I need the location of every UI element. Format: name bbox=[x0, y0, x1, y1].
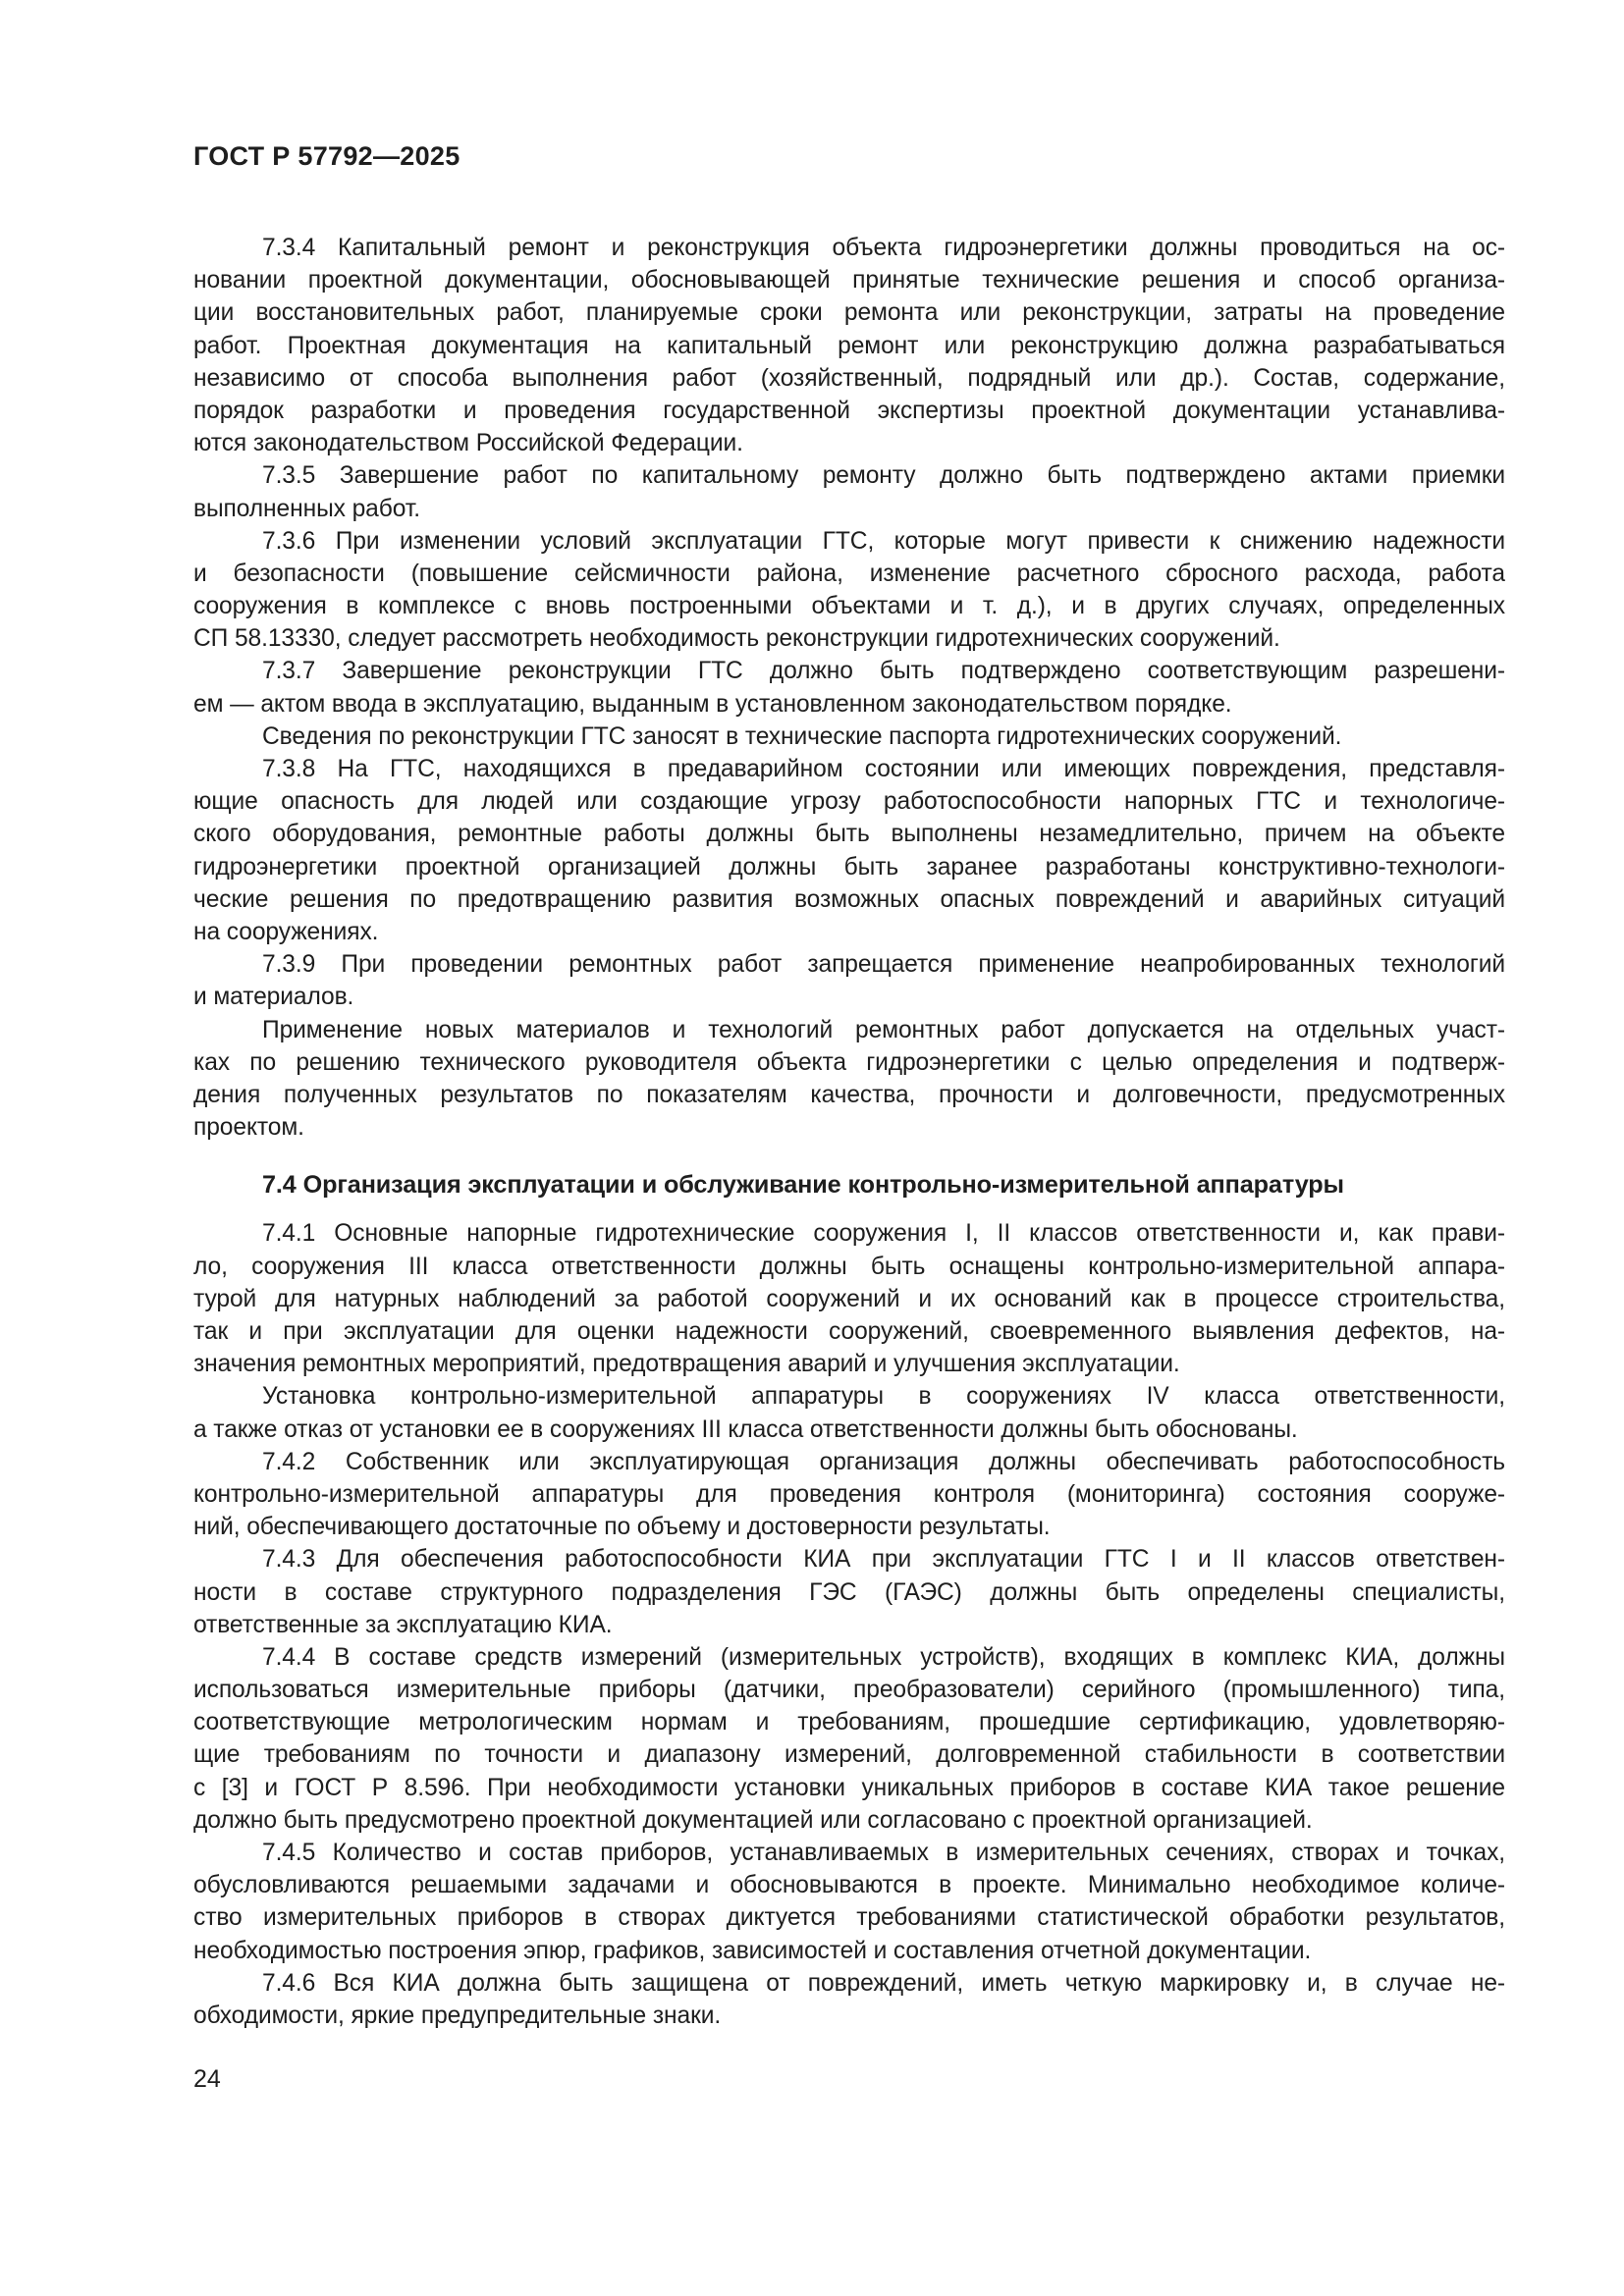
paragraph-line: ответственные за эксплуатацию КИА. bbox=[193, 1611, 613, 1638]
paragraph-line: и материалов. bbox=[193, 984, 354, 1011]
paragraph-line: Сведения по реконструкции ГТС заносят в технические паспорта гидротехнических сооружений. bbox=[262, 722, 1342, 750]
paragraph-line: 7.4.2 Собственник или эксплуатирующая организация должны обеспечивать работоспособность bbox=[262, 1448, 1505, 1475]
paragraph-line: обусловливаются решаемыми задачами и обосновываются в проекте. Минимально необходимое количе- bbox=[193, 1872, 1505, 1899]
clause-7-4-5 bbox=[193, 1837, 1505, 1967]
clause-7-3-8 bbox=[193, 753, 1505, 948]
clause-7-3-5 bbox=[193, 459, 1505, 524]
paragraph-line: ности в составе структурного подразделения ГЭС (ГАЭС) должны быть определены специалисты, bbox=[193, 1578, 1505, 1606]
clause-7-3-6 bbox=[193, 525, 1505, 656]
paragraph-line: ло, сооружения III класса ответственности должны быть оснащены контрольно-измерительной аппара- bbox=[193, 1253, 1505, 1280]
paragraph-line: соответствующие метрологическим нормам и требованиям, прошедшие сертификацию, удовлетворяю- bbox=[193, 1709, 1505, 1736]
paragraph-line: проектом. bbox=[193, 1114, 304, 1142]
paragraph-line: ческие решения по предотвращению развития возможных опасных повреждений и аварийных ситуаций bbox=[193, 885, 1505, 913]
clause-7-4-6 bbox=[193, 1967, 1505, 2032]
paragraph-line: 7.4.4 В составе средств измерений (измерительных устройств), входящих в комплекс КИА, должны bbox=[262, 1643, 1505, 1671]
paragraph-line: ющие опасность для людей или создающие угрозу работоспособности напорных ГТС и технологиче- bbox=[193, 788, 1505, 816]
paragraph-line: 7.4.5 Количество и состав приборов, устанавливаемых в измерительных сечениях, створах и точках, bbox=[262, 1840, 1505, 1867]
clause-7-3-7-note bbox=[193, 721, 1505, 753]
paragraph-line: 7.3.9 При проведении ремонтных работ запрещается применение неапробированных технологий bbox=[262, 951, 1505, 979]
paragraph-line: использоваться измерительные приборы (датчики, преобразователи) серийного (промышленного) типа, bbox=[193, 1677, 1505, 1704]
paragraph-line: 7.4.6 Вся КИА должна быть защищена от повреждений, иметь четкую маркировку и, в случае не- bbox=[262, 1969, 1505, 1997]
paragraph-line: на сооружениях. bbox=[193, 918, 379, 945]
paragraph-line: ются законодательством Российской Федерации. bbox=[193, 430, 743, 457]
paragraph-line: выполненных работ. bbox=[193, 495, 420, 522]
clause-7-4-3 bbox=[193, 1543, 1505, 1641]
paragraph-line: ство измерительных приборов в створах диктуется требованиями статистической обработки результатов, bbox=[193, 1904, 1505, 1932]
paragraph-line: порядок разработки и проведения государственной экспертизы проектной документации устанавлива- bbox=[193, 397, 1505, 424]
paragraph-line: а также отказ от установки ее в сооружениях III класса ответственности должны быть обоснованы. bbox=[193, 1415, 1298, 1443]
paragraph-line: Применение новых материалов и технологий ремонтных работ допускается на отдельных участ- bbox=[262, 1016, 1505, 1043]
clause-7-4-2 bbox=[193, 1446, 1505, 1544]
paragraph-line: ний, обеспечивающего достаточные по объему и достоверности результаты. bbox=[193, 1514, 1051, 1541]
paragraph-line: 7.3.7 Завершение реконструкции ГТС должно быть подтверждено соответствующим разрешени- bbox=[262, 658, 1505, 685]
running-header: ГОСТ Р 57792—2025 bbox=[193, 141, 460, 171]
page-number: 24 bbox=[193, 2065, 221, 2093]
clause-7-3-9-cont bbox=[193, 1014, 1505, 1145]
paragraph-line: 7.3.6 При изменении условий эксплуатации ГТС, которые могут привести к снижению надежности bbox=[262, 527, 1505, 555]
paragraph-line: ции восстановительных работ, планируемые сроки ремонта или реконструкции, затраты на проведение bbox=[193, 299, 1505, 327]
paragraph-line: контрольно-измерительной аппаратуры для проведения контроля (мониторинга) состояния сооруже- bbox=[193, 1480, 1505, 1508]
paragraph-line: ках по решению технического руководителя объекта гидроэнергетики с целью определения и подтверж- bbox=[193, 1048, 1505, 1076]
paragraph-line: так и при эксплуатации для оценки надежности сооружений, своевременного выявления дефектов, на- bbox=[193, 1318, 1505, 1346]
paragraph-line: сооружения в комплексе с вновь построенными объектами и т. д.), и в других случаях, определенных bbox=[193, 593, 1505, 620]
paragraph-line: должно быть предусмотрено проектной документацией или согласовано с проектной организацией. bbox=[193, 1806, 1313, 1834]
paragraph-line: 7.4.1 Основные напорные гидротехнические сооружения I, II классов ответственности и, как прави- bbox=[262, 1220, 1505, 1248]
paragraph-line: работ. Проектная документация на капитальный ремонт или реконструкцию должна разрабатываться bbox=[193, 332, 1505, 359]
paragraph-line: СП 58.13330, следует рассмотреть необходимость реконструкции гидротехнических сооружений. bbox=[193, 625, 1280, 653]
paragraph-line: значения ремонтных мероприятий, предотвращения аварий и улучшения эксплуатации. bbox=[193, 1351, 1180, 1378]
paragraph-line: ем — актом ввода в эксплуатацию, выданным в установленном законодательством порядке. bbox=[193, 690, 1232, 718]
paragraph-line: с [3] и ГОСТ Р 8.596. При необходимости установки уникальных приборов в составе КИА такое решение bbox=[193, 1774, 1505, 1801]
clause-7-4-1-cont bbox=[193, 1380, 1505, 1445]
paragraph-line: ского оборудования, ремонтные работы должны быть выполнены незамедлительно, причем на объекте bbox=[193, 821, 1505, 848]
clause-7-4-1 bbox=[193, 1217, 1505, 1380]
paragraph-line: независимо от способа выполнения работ (хозяйственный, подрядный или др.). Состав, содержание, bbox=[193, 364, 1505, 392]
paragraph-line: турой для натурных наблюдений за работой сооружений и их оснований как в процессе строительства, bbox=[193, 1285, 1505, 1312]
paragraph-line: щие требованиям по точности и диапазону измерений, долговременной стабильности в соответствии bbox=[193, 1741, 1505, 1769]
paragraph-line: 7.4.3 Для обеспечения работоспособности КИА при эксплуатации ГТС I и II классов ответствен- bbox=[262, 1546, 1505, 1574]
clause-7-3-4 bbox=[193, 232, 1505, 459]
paragraph-line: новании проектной документации, обосновывающей принятые технические решения и способ организа- bbox=[193, 267, 1505, 294]
clause-7-3-7 bbox=[193, 655, 1505, 720]
paragraph-line: гидроэнергетики проектной организацией должны быть заранее разработаны конструктивно-технологи- bbox=[193, 853, 1505, 881]
paragraph-line: дения полученных результатов по показателям качества, прочности и долговечности, предусмотренных bbox=[193, 1081, 1505, 1108]
paragraph-line: необходимостью построения эпюр, графиков, зависимостей и составления отчетной документации. bbox=[193, 1937, 1312, 1964]
section-7-4-heading: 7.4 Организация эксплуатации и обслуживание контрольно-измерительной аппаратуры bbox=[262, 1171, 1344, 1200]
clause-7-3-9 bbox=[193, 948, 1505, 1013]
clause-7-4-4 bbox=[193, 1641, 1505, 1837]
document-content bbox=[193, 232, 1505, 2032]
paragraph-line: 7.3.5 Завершение работ по капитальному ремонту должно быть подтверждено актами приемки bbox=[262, 462, 1505, 490]
paragraph-line: 7.3.4 Капитальный ремонт и реконструкция объекта гидроэнергетики должны проводиться на ос- bbox=[262, 235, 1505, 261]
paragraph-line: 7.3.8 На ГТС, находящихся в предаварийном состоянии или имеющих повреждения, представля- bbox=[262, 756, 1505, 782]
paragraph-line: обходимости, яркие предупредительные знаки. bbox=[193, 2002, 722, 2029]
paragraph-line: Установка контрольно-измерительной аппаратуры в сооружениях IV класса ответственности, bbox=[262, 1383, 1505, 1411]
paragraph-line: и безопасности (повышение сейсмичности района, изменение расчетного сбросного расхода, работа bbox=[193, 560, 1505, 587]
